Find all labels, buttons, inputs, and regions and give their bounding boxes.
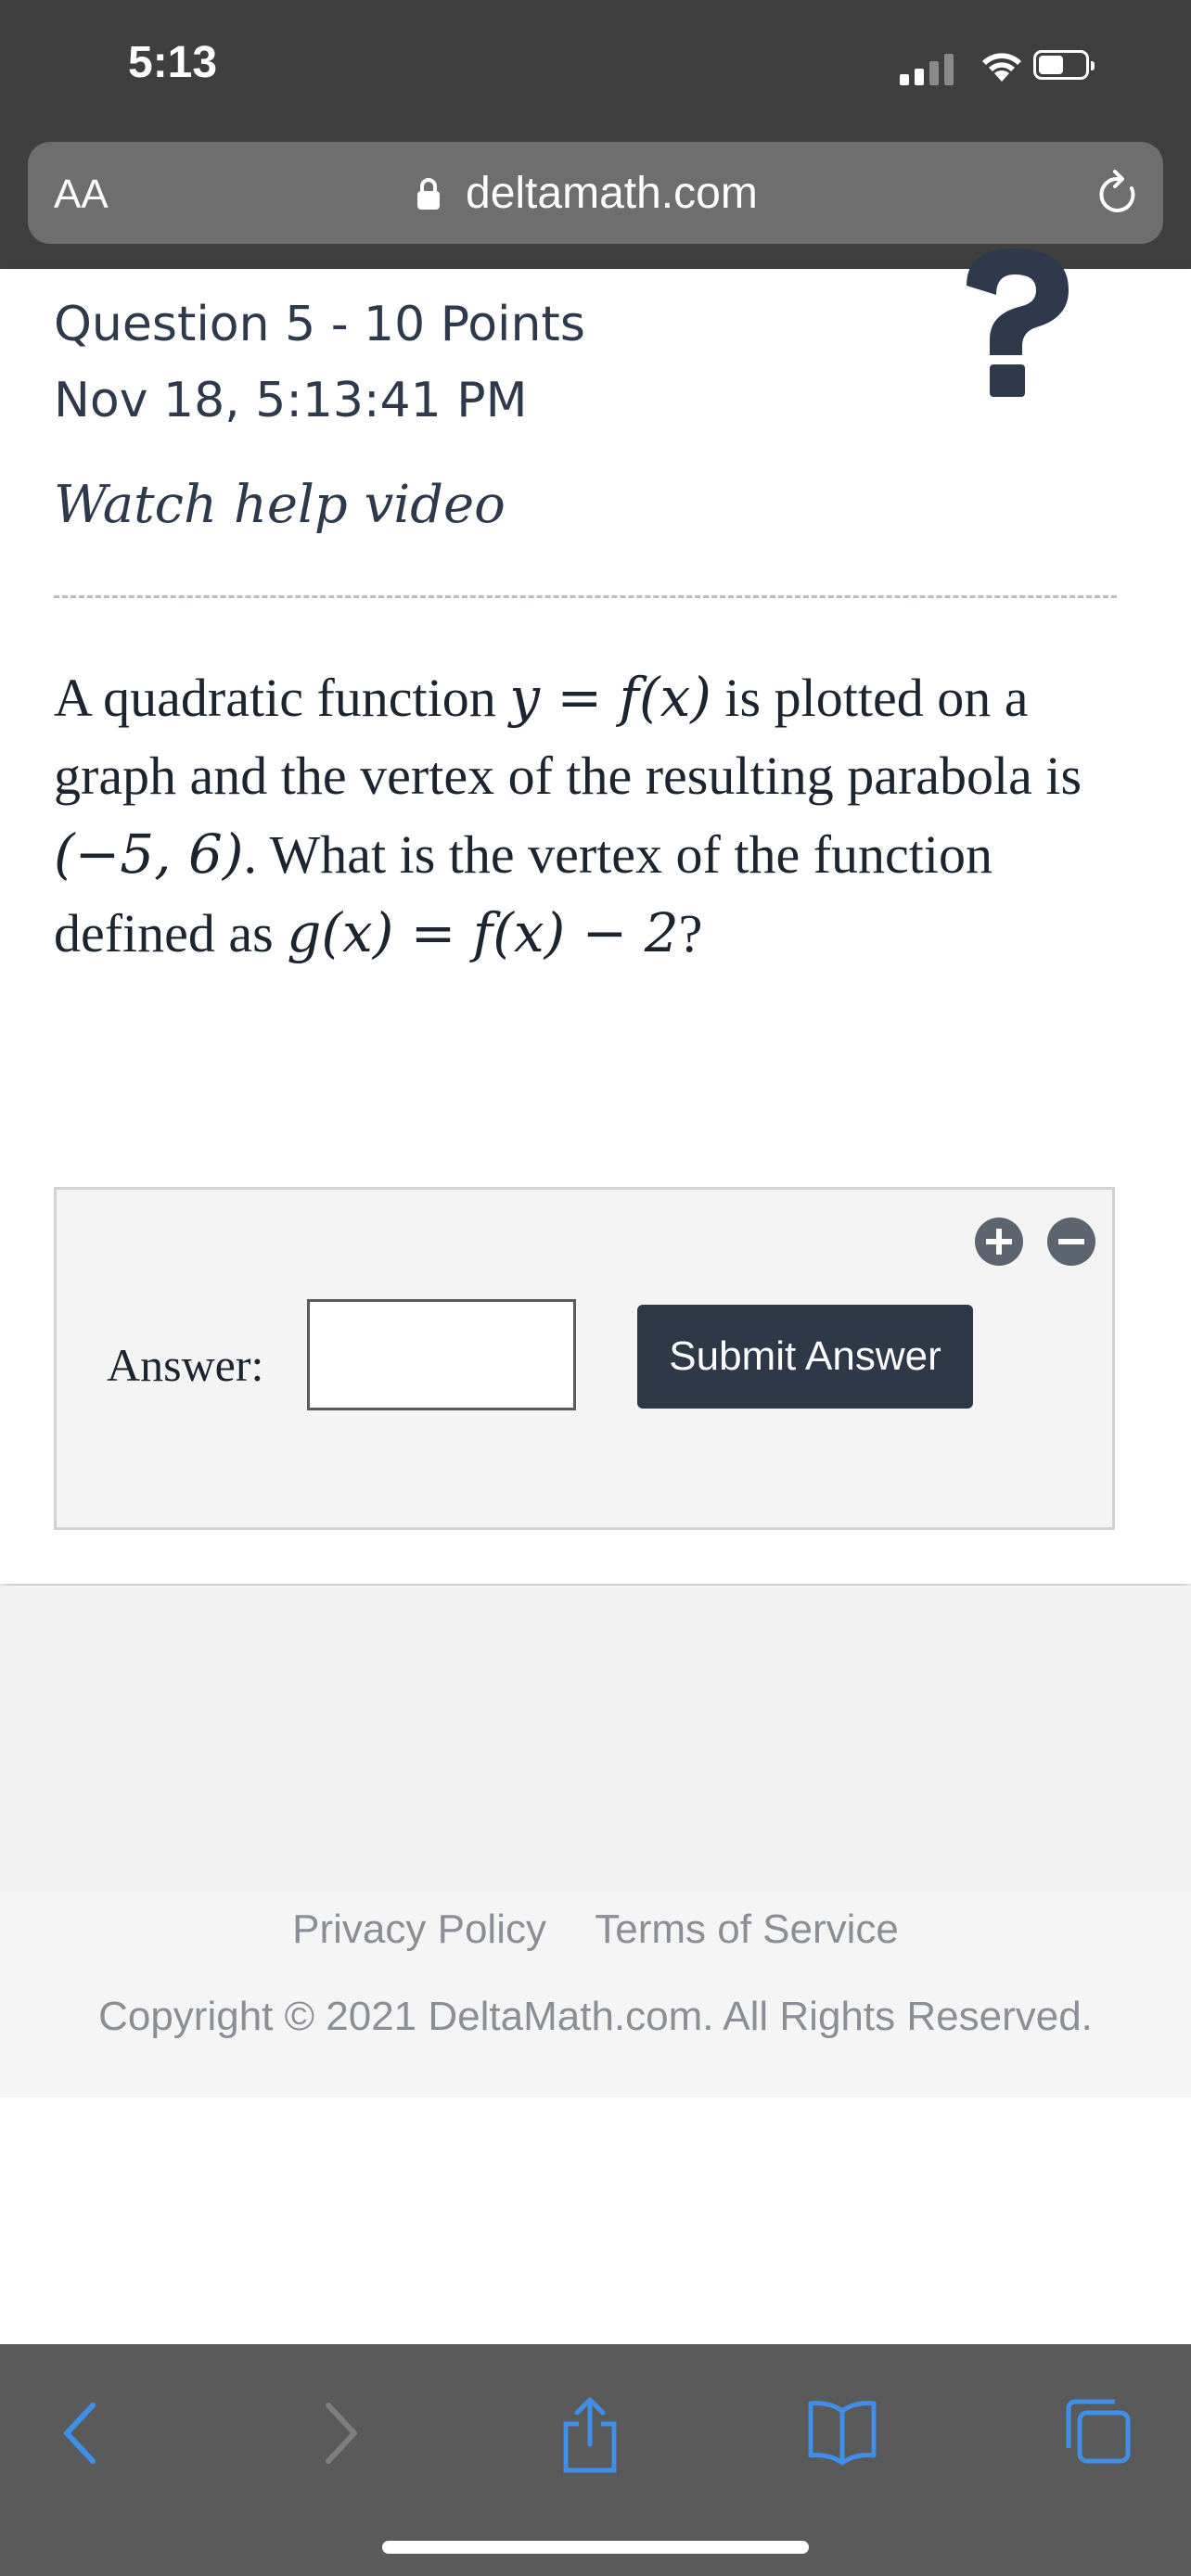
copyright-text: Copyright © 2021 DeltaMath.com. All Rights Reserved. bbox=[98, 1994, 1093, 2039]
question-text-part: A quadratic function bbox=[54, 668, 510, 728]
url-text[interactable]: deltamath.com bbox=[466, 169, 758, 218]
question-card bbox=[0, 269, 1191, 1584]
bookmarks-icon[interactable] bbox=[807, 2396, 877, 2467]
question-text-part: ? bbox=[678, 903, 703, 963]
signal-icon bbox=[900, 48, 955, 85]
privacy-policy-link[interactable]: Privacy Policy bbox=[292, 1906, 546, 1952]
terms-of-service-link[interactable]: Terms of Service bbox=[595, 1906, 899, 1952]
page-background bbox=[0, 1586, 1191, 1892]
divider bbox=[54, 595, 1117, 598]
question-heading: Question 5 - 10 Points bbox=[54, 297, 585, 352]
question-text-part: is plotted on a graph and the vertex of the resulting parabola is bbox=[54, 668, 1082, 806]
text-size-button[interactable]: AA bbox=[54, 172, 109, 217]
question-text-part: . What is the vertex of the function defined as bbox=[54, 824, 992, 963]
watch-help-video-link[interactable]: Watch help video bbox=[54, 475, 506, 535]
answer-label: Answer: bbox=[107, 1339, 264, 1391]
math-expression: (−5, 6) bbox=[54, 823, 244, 886]
battery-icon bbox=[1033, 50, 1089, 80]
math-expression: g(x) = f(x) − 2 bbox=[287, 901, 679, 964]
lock-icon bbox=[416, 177, 442, 210]
home-indicator bbox=[382, 2541, 809, 2554]
question-timestamp: Nov 18, 5:13:41 PM bbox=[54, 373, 528, 428]
submit-answer-button[interactable]: Submit Answer bbox=[637, 1305, 973, 1409]
answer-box bbox=[54, 1187, 1115, 1530]
forward-icon[interactable] bbox=[317, 2396, 364, 2470]
math-expression: y = f(x) bbox=[509, 666, 711, 729]
answer-input[interactable] bbox=[307, 1299, 576, 1410]
minus-icon[interactable] bbox=[1047, 1218, 1095, 1266]
footer-links bbox=[0, 1906, 1191, 1953]
back-icon[interactable] bbox=[58, 2396, 104, 2470]
status-time: 5:13 bbox=[128, 38, 218, 87]
wifi-icon bbox=[980, 50, 1024, 83]
help-question-icon[interactable] bbox=[948, 249, 1087, 397]
plus-icon[interactable] bbox=[975, 1218, 1023, 1266]
browser-toolbar bbox=[0, 2344, 1191, 2576]
tabs-icon[interactable] bbox=[1063, 2396, 1133, 2467]
question-text bbox=[54, 658, 1130, 973]
reload-icon[interactable] bbox=[1095, 168, 1143, 220]
address-bar[interactable] bbox=[28, 142, 1163, 244]
share-icon[interactable] bbox=[560, 2396, 620, 2474]
status-bar bbox=[0, 0, 1191, 139]
